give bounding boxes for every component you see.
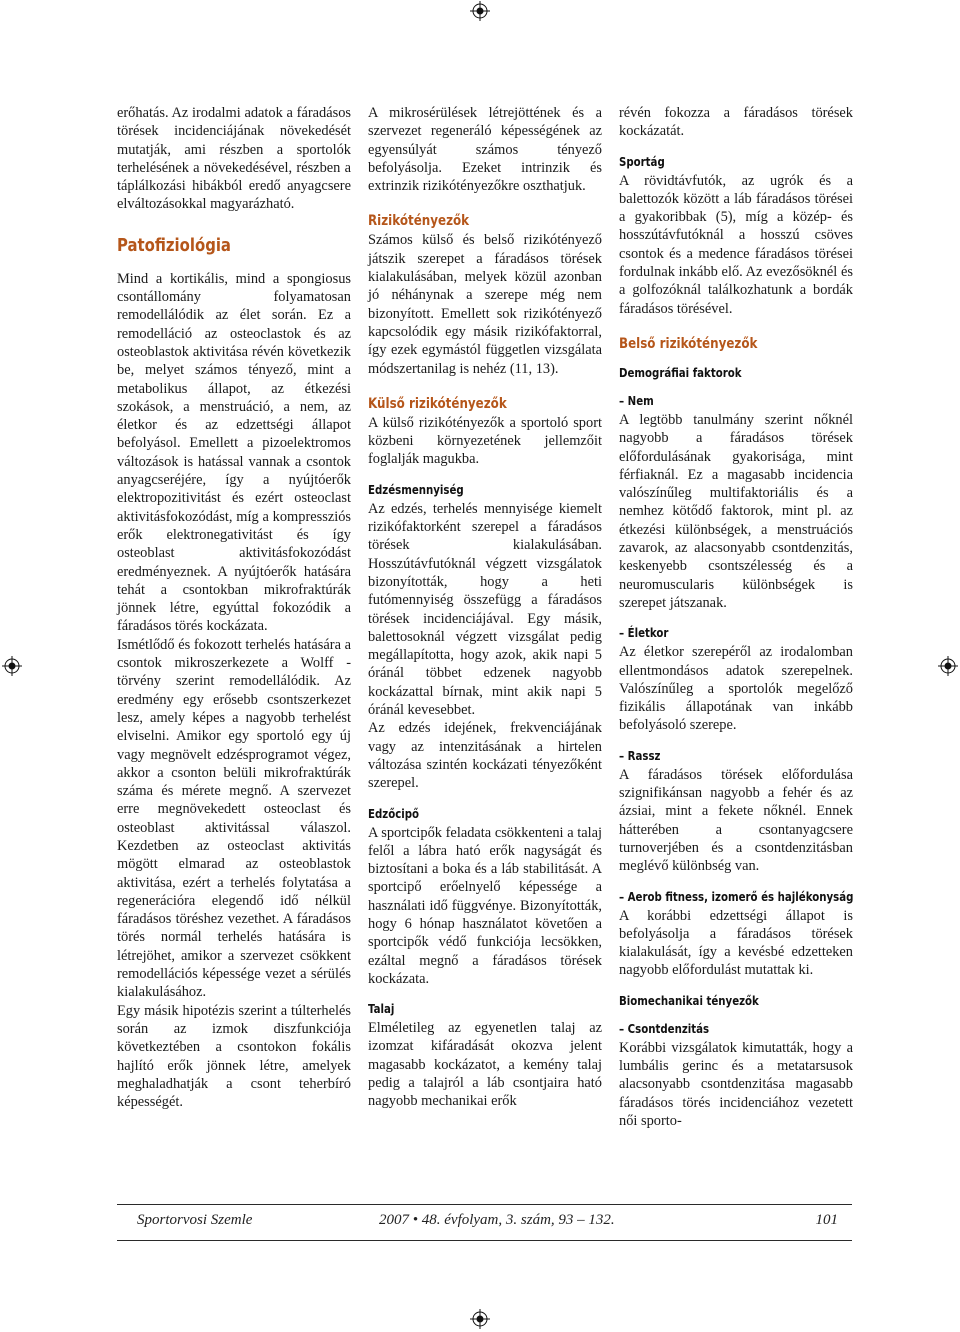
paragraph-talaj: Elméletileg az egyenetlen talaj az izomzat kifáradását okozva jelent magasabb kockázatot, a kemény talaj pedig a talajról a láb csontjaira ható nagyobb mechanikai erők <box>368 1020 602 1110</box>
column-3 <box>619 104 853 1130</box>
registration-mark-icon <box>470 1 490 21</box>
heading-rizikotenyezok: Rizikótényezők <box>368 213 470 230</box>
paragraph-nem: A legtöbb tanulmány szerint nőknél nagyobb a fáradásos törések előfordulásának gyakorisága, mint férfiaknál. Ez a magasabb incidencia valószínűleg multifaktoriális és a nemhez kötődő faktorok, mint pl. az étkezési különbségek, a menstruációs zavarok, az alacsonyabb csontdenzitás, keskenyebb csontszélesség és a neuromuscularis különbségek is szerepet játszanak. <box>619 411 853 611</box>
paragraph-edzocipo: A sportcipők feladata csökkenteni a talaj felől a lábra ható erők nagyságát és biztosítani a boka és a láb stabilitását. A sportcipő erőelnyelő képessége a használati idő függvénye. Bizonyították, hogy 6 hónap használatot követően a sportcipők védő funkciója lecsökken, ezáltal megnő a fáradásos törések kockázata. <box>368 824 602 987</box>
heading-aerob-fitness: – Aerob fitness, izomerő és hajlékonyság <box>619 889 854 904</box>
paragraph-edzesmennyiseg: Az edzés, terhelés mennyisége kiemelt rizikófaktorként szerepel a fáradásos törések kialakulásában. Hosszútávfutóknál végzett vizsgálatok bizonyították, hogy a heti futómennyiség összefügg a fáradásos törések incidenciájával. Egy másik, balettosoknál végzett vizsgálat pedig megállapította, hogy azok, akik napi 5 óránál többet edzenek nagyobb kockázattal bírnak, mint akik napi 5 óránál kevesebbet. <box>368 500 602 719</box>
paragraph-ismetlodo-terheles: Ismétlődő és fokozott terhelés hatására a csontok mikroszerkezete a Wolff -törvény szerint remodellálódik. Az eredmény egy erősebb csontszerkezet lesz, amely képes a nagyobb terhelést elviselni. Amikor egy sportoló egy új vagy megnövelt edzésprogramot végez, akkor a csonton belüli mikrofraktúrák száma és mérete megnő. A szervezet erre megnövekedett osteoclast és osteoblast aktivitással válaszol. Kezdetben az osteoclast aktivitás mögött elmarad az osteoblastok aktivitása, ezért a terhelés folytatása a regenerációra elegendő idő nélkül fáradásos töréshez vezethet. A fáradásos törés normál terhelés hatására is létrejöhet, amikor a szervezet csökkent remodellációs képessége vezet a sérülés kialakulásához. <box>117 636 351 1001</box>
paragraph-rizikotenyezok: Számos külső és belső rizikótényező játszik szerepet a fáradásos törések kialakulásában, melyek közül azonban jó néhánynak a szerepe még nem bizonyított. Emellett sok rizikótényező kapcsolódik egy másik rizikófaktorral, így ezek egymástól független vizsgálata módszertanilag is nehéz (11, 13). <box>368 232 602 377</box>
heading-rassz: – Rassz <box>619 748 661 763</box>
registration-mark-icon <box>2 656 22 676</box>
paragraph-eletkor: Az életkor szerepéről az irodalomban ellentmondásos adatok szerepelnek. Valószínűleg a sportolók megelőző fizikális állapotának van inkább befolyásoló szerepe. <box>619 644 853 734</box>
page-footer <box>117 1212 852 1232</box>
footer-rule-bottom <box>117 1240 852 1241</box>
heading-edzocipo: Edzőcipő <box>368 806 420 821</box>
registration-mark-icon <box>470 1309 490 1329</box>
footer-page-number: 101 <box>815 1212 838 1228</box>
footer-journal-title: Sportorvosi Szemle <box>137 1212 253 1228</box>
heading-talaj: Talaj <box>368 1002 395 1017</box>
footer-issue-info: 2007 • 48. évfolyam, 3. szám, 93 ‒ 132. <box>379 1212 615 1228</box>
paragraph-rassz: A fáradásos törések előfordulása szignifikánsan nagyobb a fehér és az ázsiai, mint a fekete nőknél. Ennek hátterében a csontanyagcsere turnoverjében és a csontdenzitásban meglévő különbség van. <box>619 766 853 875</box>
heading-belso-rizikotenyezok: Belső rizikótényezők <box>619 335 758 352</box>
paragraph-mikroserulesek: A mikrosérülések létrejöttének és a szervezet regeneráló képességének az egyensúlyát számos tényező befolyásolja. Ezeket intrinzik és extrinzik rizikótényezőkre oszthatjuk. <box>368 105 602 195</box>
heading-patofiziologia: Patofiziológia <box>117 235 231 256</box>
paragraph-sportag: A rövidtávfutók, az ugrók és a balettozók között a láb fáradásos törései a gyakoribbak (5), míg a közép- és hosszútávfutóknál a hosszú csöves csontok és a medence fáradásos törései fordulnak inkább elő. Az evezősöknél és a golfozóknál találkozhatunk a bordák fáradásos törésével. <box>619 172 853 317</box>
paragraph-edzes-valtozas: Az edzés idejének, frekvenciájának vagy az intenzitásának a hirtelen változása szintén kockázati tényezőként szerepel. <box>368 720 602 792</box>
paragraph-remodellacio: Mind a kortikális, mind a spongiosus csontállomány folyamatosan remodellálódik az élet során. Ez a remodelláció az osteoclastok és az osteoblastok aktivitása révén következik be, melyet számos tényező, mint a metabolikus állapot, az étkezési szokások, a menstruáció, a nem, az életkor és az edzettségi állapot befolyásol. Emellett a pizoelektromos változások is hatással vannak a csontok anyagcseréjére, így a nyújtóerők elektropozitivitást és ezért osteoclast aktivitásfokozódást, míg a kompressziós erők elektronegativitást és így osteoblast aktivitásfokozódást eredményeznek. A nyújtóerők hatására tehát a csontokban mikrofraktúrák jönnek létre, egyúttal fokozódik a fáradásos törés kockázata. <box>117 270 351 635</box>
paragraph-kockazat: révén fokozza a fáradásos törések kockázatát. <box>619 105 853 140</box>
paragraph-csontdenzitas: Korábbi vizsgálatok kimutatták, hogy a lumbális gerinc és a metatarsusok alacsonyabb csontdenzitása magasabb fáradásos törés incidenciához vezetett női sporto- <box>619 1039 853 1129</box>
heading-demografiai-faktorok: Demográfiai faktorok <box>619 365 742 380</box>
heading-nem: – Nem <box>619 393 654 408</box>
heading-sportag: Sportág <box>619 154 665 169</box>
heading-csontdenzitas: – Csontdenzitás <box>619 1021 710 1036</box>
paragraph-aerob-fitness: A korábbi edzettségi állapot is befolyásolja a fáradásos törések kialakulását, így a kevésbé edzetteken nagyobb előfordulást mutattak ki. <box>619 907 853 979</box>
paragraph-hipotezis: Egy másik hipotézis szerint a túlterhelés során az izmok diszfunkciója következtében a csontokon fokális hajlító erők jönnek létre, amelyek meghaladhatják a csont teherbíró képességét. <box>117 1002 351 1111</box>
column-2 <box>368 104 602 1111</box>
paragraph-kulso-rizikotenyezok: A külső rizikótényezők a sportoló sport közbeni környezetének jellemzőit foglalják magukba. <box>368 414 602 468</box>
registration-mark-icon <box>938 656 958 676</box>
paragraph-intro: erőhatás. Az irodalmi adatok a fáradásos törések incidenciájának növekedését mutatják, ami részben a sportolók terhelésének a növekedésével, részben a táplálkozási hibákból eredő anyagcsere elváltozásokkal magyarázható. <box>117 105 351 213</box>
footer-rule-top <box>117 1204 852 1205</box>
heading-kulso-rizikotenyezok: Külső rizikótényezők <box>368 395 507 412</box>
heading-biomechanikai-tenyezok: Biomechanikai tényezők <box>619 993 759 1008</box>
heading-edzesmennyiseg: Edzésmennyiség <box>368 482 464 497</box>
heading-eletkor: – Életkor <box>619 626 669 641</box>
column-1 <box>117 104 351 1111</box>
